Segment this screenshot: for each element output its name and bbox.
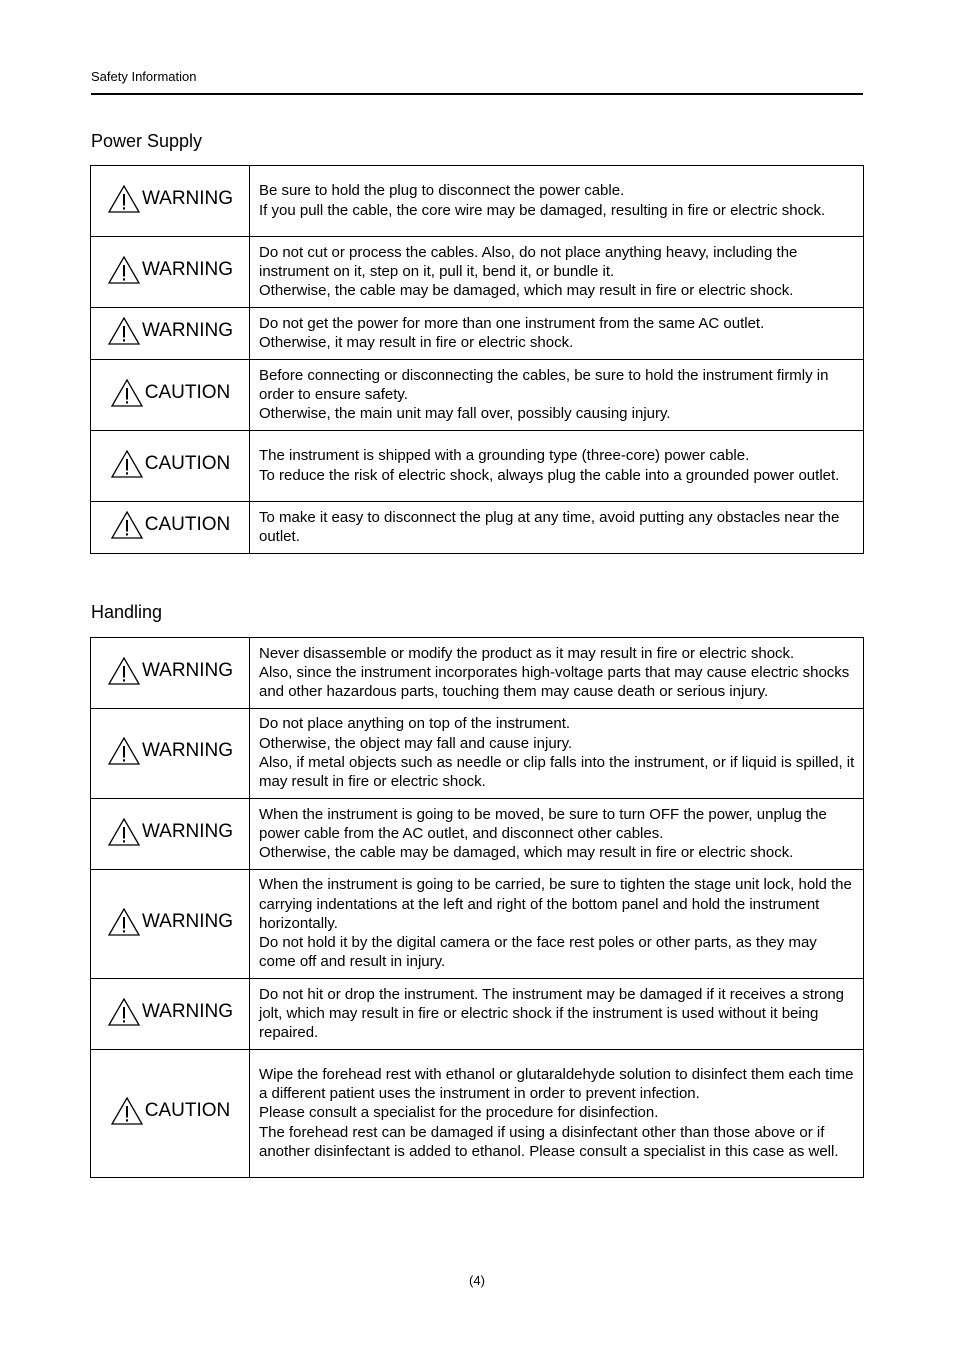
hazard-description-text: To make it easy to disconnect the plug at any time, avoid putting any obstacles near the outlet.	[259, 508, 840, 545]
caution-label: CAUTION	[144, 381, 231, 403]
hazard-description-cell	[250, 166, 864, 237]
warning-triangle-icon	[110, 378, 144, 408]
hazard-level-cell	[91, 431, 250, 502]
section-title-handling: Handling	[91, 602, 163, 622]
section-title-power-supply: Power Supply	[91, 131, 203, 151]
warning-triangle-icon	[110, 510, 144, 540]
safety-row	[91, 308, 864, 360]
warning-label: WARNING	[141, 740, 234, 761]
warning-label: WARNING	[141, 820, 234, 842]
safety-row	[91, 502, 864, 554]
warning-label: WARNING	[141, 187, 234, 209]
hazard-description-text: Do not cut or process the cables. Also, do not place anything heavy, including the instrument on it, step on it, pull it, bend it, or bundle it.	[259, 243, 798, 280]
hazard-level-label-group	[110, 1096, 231, 1126]
warning-label: WARNING	[141, 1000, 234, 1022]
hazard-description-cell	[250, 431, 864, 502]
warning-label: WARNING	[141, 258, 234, 280]
hazard-description-text: Never disassemble or modify the product as it may result in fire or electric shock.	[259, 644, 795, 662]
power-supply-safety-table	[90, 165, 864, 554]
hazard-description-text: Otherwise, the cable may be damaged, which may result in fire or electric shock.	[259, 282, 794, 300]
safety-row	[91, 360, 864, 431]
warning-triangle-icon	[107, 255, 141, 285]
hazard-description-cell	[250, 979, 864, 1050]
hazard-level-label-group	[107, 255, 233, 285]
hazard-level-cell	[91, 166, 250, 237]
hazard-level-cell	[91, 360, 250, 431]
safety-row	[91, 870, 864, 979]
header-divider	[91, 93, 863, 95]
safety-row	[91, 799, 864, 870]
hazard-level-cell	[91, 709, 250, 799]
hazard-level-cell	[91, 502, 250, 554]
hazard-level-label-group	[107, 997, 233, 1027]
hazard-description-cell	[250, 799, 864, 870]
hazard-description-text: Otherwise, it may result in fire or electric shock.	[259, 334, 574, 351]
hazard-description-text: Please consult a specialist for the procedure for disinfection.	[259, 1104, 659, 1122]
hazard-level-label-group	[107, 736, 233, 766]
hazard-level-label-group	[110, 510, 231, 540]
hazard-description-text: Do not get the power for more than one instrument from the same AC outlet.	[259, 314, 765, 332]
caution-label: CAUTION	[144, 1100, 231, 1121]
warning-triangle-icon	[107, 656, 141, 686]
safety-row	[91, 709, 864, 799]
hazard-level-label-group	[107, 907, 233, 937]
warning-triangle-icon	[107, 907, 141, 937]
safety-row	[91, 166, 864, 237]
warning-triangle-icon	[107, 184, 141, 214]
hazard-description-cell	[250, 360, 864, 431]
hazard-description-cell	[250, 638, 864, 709]
hazard-description-text: Before connecting or disconnecting the cables, be sure to hold the instrument firmly in order to ensure safety.	[259, 366, 829, 403]
hazard-description-text: Be sure to hold the plug to disconnect the power cable.	[259, 182, 625, 200]
warning-label: WARNING	[141, 910, 234, 932]
handling-safety-table	[90, 637, 864, 1178]
hazard-description-text: Otherwise, the object may fall and cause injury.	[259, 734, 573, 752]
hazard-level-label-group	[107, 184, 233, 214]
warning-triangle-icon	[110, 1096, 144, 1126]
hazard-description-text: Otherwise, the cable may be damaged, which may result in fire or electric shock.	[259, 844, 794, 862]
warning-triangle-icon	[107, 997, 141, 1027]
hazard-level-cell	[91, 799, 250, 870]
caution-label: CAUTION	[144, 452, 231, 474]
hazard-level-label-group	[107, 656, 233, 686]
safety-row	[91, 1050, 864, 1178]
hazard-description-text: Otherwise, the main unit may fall over, possibly causing injury.	[259, 405, 671, 423]
hazard-level-cell	[91, 979, 250, 1050]
hazard-description-cell	[250, 870, 864, 979]
warning-label: WARNING	[141, 659, 234, 681]
page-header-label: Safety Information	[91, 69, 197, 84]
caution-label: CAUTION	[144, 514, 231, 535]
warning-triangle-icon	[110, 449, 144, 479]
safety-row	[91, 237, 864, 308]
hazard-description-text: Do not hit or drop the instrument. The instrument may be damaged if it receives a strong jolt, which may result in fire or electric shock if the instrument is used without it being repaired.	[259, 985, 845, 1042]
hazard-description-text: The instrument is shipped with a grounding type (three-core) power cable.	[259, 447, 750, 465]
hazard-description-text: When the instrument is going to be carried, be sure to tighten the stage unit lock, hold the carrying indentations at the left and right of the bottom panel and hold the instrument horizontally.	[259, 876, 852, 932]
hazard-level-label-group	[110, 378, 231, 408]
hazard-description-cell	[250, 709, 864, 799]
warning-label: WARNING	[141, 320, 234, 341]
hazard-description-text: If you pull the cable, the core wire may be damaged, resulting in fire or electric shock.	[259, 201, 826, 219]
hazard-level-cell	[91, 638, 250, 709]
hazard-description-text: The forehead rest can be damaged if using a disinfectant other than those above or if another disinfectant is added to ethanol. Please consult a specialist in this case as well.	[259, 1123, 839, 1160]
hazard-description-text: When the instrument is going to be moved, be sure to turn OFF the power, unplug the power cable from the AC outlet, and disconnect other cables.	[259, 805, 827, 842]
safety-row	[91, 979, 864, 1050]
hazard-level-cell	[91, 308, 250, 360]
warning-triangle-icon	[107, 316, 141, 346]
hazard-level-cell	[91, 237, 250, 308]
hazard-description-cell	[250, 1050, 864, 1178]
hazard-level-cell	[91, 870, 250, 979]
hazard-description-text: Also, since the instrument incorporates high-voltage parts that may cause electric shocks and other hazardous parts, touching them may cause death or serious injury.	[259, 663, 850, 701]
warning-triangle-icon	[107, 736, 141, 766]
page-number: (4)	[469, 1273, 485, 1288]
hazard-description-text: Do not hold it by the digital camera or the face rest poles or other parts, as they may come off and result in injury.	[259, 934, 817, 971]
safety-row	[91, 431, 864, 502]
warning-triangle-icon	[107, 817, 141, 847]
hazard-level-label-group	[107, 817, 233, 847]
hazard-level-label-group	[107, 316, 233, 346]
hazard-description-text: To reduce the risk of electric shock, always plug the cable into a grounded power outlet.	[259, 466, 840, 484]
hazard-level-label-group	[110, 449, 231, 479]
hazard-description-text: Also, if metal objects such as needle or clip falls into the instrument, or if liquid is spilled, it may result in fire or electric shock.	[259, 754, 855, 791]
safety-row	[91, 638, 864, 709]
hazard-description-text: Do not place anything on top of the instrument.	[259, 715, 571, 733]
hazard-description-text: Wipe the forehead rest with ethanol or glutaraldehyde solution to disinfect them each time a different patient uses the instrument in order to prevent infection.	[259, 1065, 854, 1103]
hazard-level-cell	[91, 1050, 250, 1178]
hazard-description-cell	[250, 308, 864, 360]
hazard-description-cell	[250, 237, 864, 308]
hazard-description-cell	[250, 502, 864, 554]
